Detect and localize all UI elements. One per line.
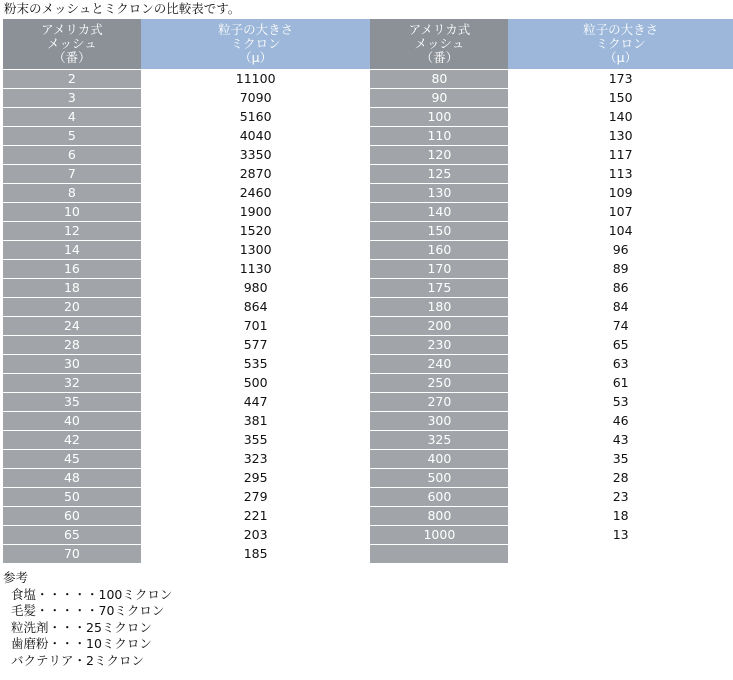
micron-cell: 221 xyxy=(141,507,371,526)
micron-cell: 500 xyxy=(141,374,371,393)
micron-cell: 23 xyxy=(508,488,733,507)
micron-cell: 323 xyxy=(141,450,371,469)
micron-cell: 7090 xyxy=(141,89,371,108)
size-header-line1: 粒子の大きさ xyxy=(218,22,294,37)
micron-cell: 3350 xyxy=(141,146,371,165)
mesh-header-right xyxy=(370,19,508,70)
micron-cell: 577 xyxy=(141,336,371,355)
table-row xyxy=(3,108,733,127)
mesh-cell: 65 xyxy=(3,526,141,545)
table-row xyxy=(3,127,733,146)
mesh-cell: 45 xyxy=(3,450,141,469)
table-row xyxy=(3,545,733,564)
intro-text: 粉末のメッシュとミクロンの比較表です。 xyxy=(4,1,241,16)
table-row xyxy=(3,70,733,89)
mesh-cell: 300 xyxy=(370,412,508,431)
table-row xyxy=(3,488,733,507)
mesh-cell: 125 xyxy=(370,165,508,184)
micron-cell: 1520 xyxy=(141,222,371,241)
micron-cell: 173 xyxy=(508,70,733,89)
size-header-line2: ミクロン xyxy=(230,36,281,51)
micron-cell: 203 xyxy=(141,526,371,545)
micron-cell: 2870 xyxy=(141,165,371,184)
mesh-header-line3: （番） xyxy=(53,50,91,65)
micron-cell: 701 xyxy=(141,317,371,336)
micron-cell: 864 xyxy=(141,298,371,317)
micron-cell: 295 xyxy=(141,469,371,488)
size-header-right xyxy=(508,19,733,70)
mesh-cell: 100 xyxy=(370,108,508,127)
mesh-cell: 170 xyxy=(370,260,508,279)
micron-cell: 150 xyxy=(508,89,733,108)
reference-item: バクテリア・2ミクロン xyxy=(11,652,144,668)
reference-item: 粒洗剤・・・25ミクロン xyxy=(11,619,152,635)
micron-cell: 447 xyxy=(141,393,371,412)
mesh-cell: 175 xyxy=(370,279,508,298)
mesh-cell: 8 xyxy=(3,184,141,203)
reference-item: 歯磨粉・・・10ミクロン xyxy=(11,636,152,652)
reference-section xyxy=(3,570,172,670)
mesh-cell: 35 xyxy=(3,393,141,412)
mesh-cell: 12 xyxy=(3,222,141,241)
mesh-header-line1: アメリカ式 xyxy=(408,22,471,37)
mesh-cell: 18 xyxy=(3,279,141,298)
micron-cell: 1300 xyxy=(141,241,371,260)
mesh-cell: 16 xyxy=(3,260,141,279)
micron-cell: 28 xyxy=(508,469,733,488)
table-row xyxy=(3,222,733,241)
table-row xyxy=(3,241,733,260)
mesh-cell: 200 xyxy=(370,317,508,336)
mesh-cell: 48 xyxy=(3,469,141,488)
mesh-cell: 270 xyxy=(370,393,508,412)
micron-cell: 109 xyxy=(508,184,733,203)
micron-cell: 185 xyxy=(141,545,371,564)
mesh-header-line1: アメリカ式 xyxy=(41,22,103,37)
micron-cell: 355 xyxy=(141,431,371,450)
mesh-cell: 50 xyxy=(3,488,141,507)
mesh-header-line2: メッシュ xyxy=(47,36,97,51)
micron-cell: 535 xyxy=(141,355,371,374)
mesh-cell: 30 xyxy=(3,355,141,374)
mesh-cell: 800 xyxy=(370,507,508,526)
table-row xyxy=(3,203,733,222)
table-row xyxy=(3,393,733,412)
micron-cell: 2460 xyxy=(141,184,371,203)
micron-cell: 279 xyxy=(141,488,371,507)
mesh-cell: 160 xyxy=(370,241,508,260)
micron-cell: 980 xyxy=(141,279,371,298)
table-body xyxy=(3,70,733,564)
mesh-cell: 325 xyxy=(370,431,508,450)
mesh-cell: 80 xyxy=(370,70,508,89)
micron-cell xyxy=(508,545,733,564)
table-row xyxy=(3,526,733,545)
mesh-cell: 2 xyxy=(3,70,141,89)
micron-cell: 63 xyxy=(508,355,733,374)
micron-cell: 117 xyxy=(508,146,733,165)
micron-cell: 140 xyxy=(508,108,733,127)
micron-cell: 13 xyxy=(508,526,733,545)
micron-cell: 84 xyxy=(508,298,733,317)
table-row xyxy=(3,336,733,355)
micron-cell: 89 xyxy=(508,260,733,279)
table-row xyxy=(3,184,733,203)
table-row xyxy=(3,450,733,469)
micron-cell: 61 xyxy=(508,374,733,393)
reference-title: 参考 xyxy=(3,570,29,585)
micron-cell: 104 xyxy=(508,222,733,241)
micron-cell: 113 xyxy=(508,165,733,184)
mesh-cell: 110 xyxy=(370,127,508,146)
micron-cell: 381 xyxy=(141,412,371,431)
table-row xyxy=(3,146,733,165)
mesh-cell: 150 xyxy=(370,222,508,241)
size-header-left xyxy=(141,19,371,70)
mesh-micron-table xyxy=(3,19,733,564)
micron-cell: 74 xyxy=(508,317,733,336)
mesh-cell: 6 xyxy=(3,146,141,165)
table-row xyxy=(3,374,733,393)
mesh-cell: 28 xyxy=(3,336,141,355)
mesh-header-line2: メッシュ xyxy=(414,36,465,51)
mesh-cell: 600 xyxy=(370,488,508,507)
mesh-cell: 32 xyxy=(3,374,141,393)
mesh-cell: 7 xyxy=(3,165,141,184)
mesh-cell: 250 xyxy=(370,374,508,393)
mesh-header-left xyxy=(3,19,141,70)
micron-cell: 86 xyxy=(508,279,733,298)
table-row xyxy=(3,412,733,431)
mesh-cell xyxy=(370,545,508,564)
micron-cell: 46 xyxy=(508,412,733,431)
size-header-line3: （μ） xyxy=(239,50,273,65)
table-row xyxy=(3,260,733,279)
reference-item: 食塩・・・・・100ミクロン xyxy=(11,586,173,602)
mesh-cell: 3 xyxy=(3,89,141,108)
micron-cell: 1900 xyxy=(141,203,371,222)
mesh-cell: 4 xyxy=(3,108,141,127)
mesh-header-line3: （番） xyxy=(420,50,459,65)
table-row xyxy=(3,165,733,184)
mesh-cell: 10 xyxy=(3,203,141,222)
micron-cell: 4040 xyxy=(141,127,371,146)
mesh-cell: 60 xyxy=(3,507,141,526)
micron-cell: 35 xyxy=(508,450,733,469)
mesh-cell: 120 xyxy=(370,146,508,165)
micron-cell: 130 xyxy=(508,127,733,146)
mesh-cell: 230 xyxy=(370,336,508,355)
mesh-cell: 130 xyxy=(370,184,508,203)
size-header-line3: （μ） xyxy=(604,50,638,65)
micron-cell: 1130 xyxy=(141,260,371,279)
mesh-cell: 400 xyxy=(370,450,508,469)
mesh-cell: 70 xyxy=(3,545,141,564)
mesh-cell: 500 xyxy=(370,469,508,488)
table-row xyxy=(3,89,733,108)
size-header-line1: 粒子の大きさ xyxy=(583,22,659,37)
reference-item: 毛髪・・・・・70ミクロン xyxy=(11,603,165,619)
mesh-cell: 240 xyxy=(370,355,508,374)
table-row xyxy=(3,298,733,317)
micron-cell: 53 xyxy=(508,393,733,412)
mesh-cell: 42 xyxy=(3,431,141,450)
mesh-cell: 180 xyxy=(370,298,508,317)
micron-cell: 65 xyxy=(508,336,733,355)
mesh-cell: 14 xyxy=(3,241,141,260)
micron-cell: 96 xyxy=(508,241,733,260)
mesh-cell: 90 xyxy=(370,89,508,108)
mesh-cell: 40 xyxy=(3,412,141,431)
micron-cell: 5160 xyxy=(141,108,371,127)
table-row xyxy=(3,431,733,450)
table-row xyxy=(3,279,733,298)
table-row xyxy=(3,469,733,488)
table-header-row xyxy=(3,19,733,70)
size-header-line2: ミクロン xyxy=(595,36,646,51)
mesh-cell: 5 xyxy=(3,127,141,146)
mesh-cell: 1000 xyxy=(370,526,508,545)
mesh-cell: 20 xyxy=(3,298,141,317)
micron-cell: 107 xyxy=(508,203,733,222)
table-row xyxy=(3,317,733,336)
micron-cell: 11100 xyxy=(141,70,371,89)
mesh-cell: 24 xyxy=(3,317,141,336)
mesh-cell: 140 xyxy=(370,203,508,222)
micron-cell: 43 xyxy=(508,431,733,450)
table-row xyxy=(3,355,733,374)
micron-cell: 18 xyxy=(508,507,733,526)
table-row xyxy=(3,507,733,526)
